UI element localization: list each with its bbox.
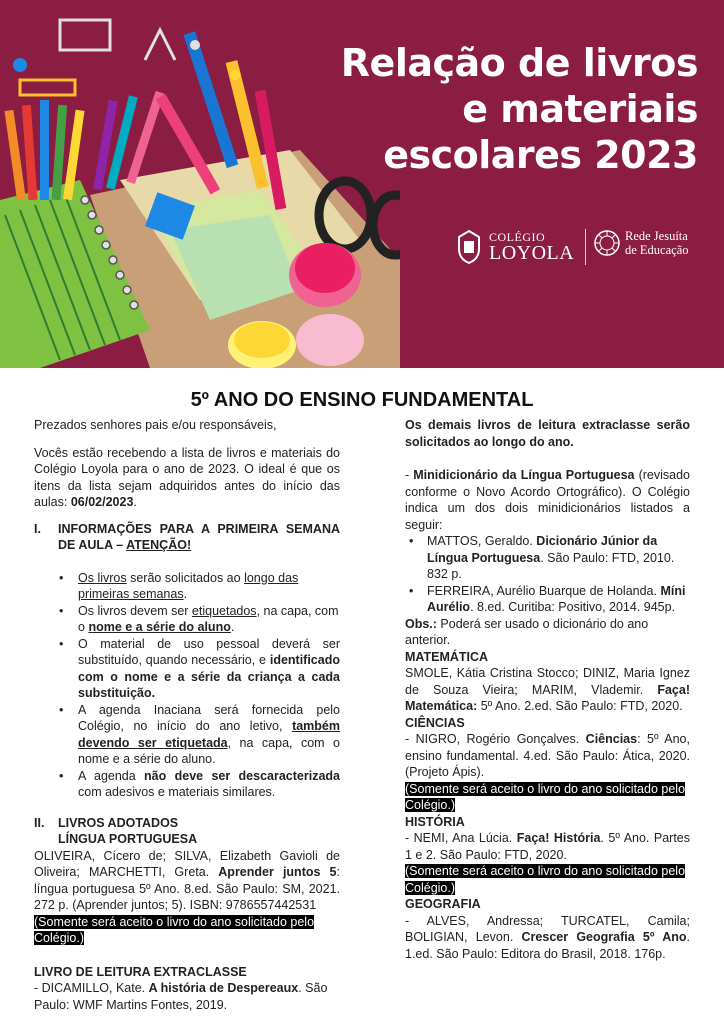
info-list bbox=[34, 570, 340, 801]
logo-rede-line: de Educação bbox=[625, 243, 689, 257]
other-books-note: Os demais livros de leitura extraclasse serão solicitados ao longo do ano. bbox=[405, 418, 690, 449]
ciencias-entry: - NIGRO, Rogério Gonçalves. Ciências: 5º Ano, ensino fundamental. 4.ed. São Paulo: Ática, 2020. (Projeto Ápis). bbox=[405, 732, 690, 779]
logos bbox=[455, 225, 710, 269]
colegio-loyola-logo bbox=[455, 225, 574, 269]
geografia-entry: - ALVES, Andressa; TURCATEL, Camila; BOLIGIAN, Levon. Crescer Geografia 5º Ano. 1.ed. São Paulo: Editora do Brasil, 2018. 176p. bbox=[405, 913, 690, 961]
banner-title-line: Relação de livros bbox=[340, 41, 698, 85]
banner-title-line: escolares 2023 bbox=[383, 133, 698, 177]
list-item: • FERREIRA, Aurélio Buarque de Holanda. Míni Aurélio. 8.ed. Curitiba: Positivo, 2014. 945p. bbox=[405, 583, 690, 616]
section-2-heading bbox=[34, 815, 340, 848]
banner-title bbox=[341, 40, 698, 178]
greeting: Prezados senhores pais e/ou responsáveis, bbox=[34, 418, 277, 432]
section-1-heading: I. INFORMAÇÕES PARA A PRIMEIRA SEMANA DE AULA – ATENÇÃO! bbox=[34, 521, 340, 552]
section-title: LIVROS ADOTADOS bbox=[58, 815, 179, 830]
leitura-entry: - DICAMILLO, Kate. A história de Despereaux. São Paulo: WMF Martins Fontes, 2019. bbox=[34, 981, 328, 1012]
banner-title-line: e materiais bbox=[462, 87, 698, 131]
note: (Somente será aceito o livro do ano solicitado pelo Colégio.) bbox=[34, 914, 315, 945]
dictionary-list bbox=[405, 533, 690, 616]
note: (Somente será aceito o livro do ano solicitado pelo Colégio.) bbox=[405, 864, 686, 895]
lingua-portuguesa-entry: OLIVEIRA, Cícero de; SILVA, Elizabeth Gavioli de Oliveira; MARCHETTI, Greta. Aprender juntos 5: língua portuguesa 5º Ano. 8.ed. São Paulo: SM, 2021. 272 p. (Aprender juntos; 5). ISBN: 9786557442531 bbox=[34, 848, 340, 912]
subject-title: HISTÓRIA bbox=[405, 814, 465, 829]
left-column bbox=[34, 417, 340, 1013]
subject-title: CIÊNCIAS bbox=[405, 715, 465, 730]
list-item: • A agenda não deve ser descaracterizada com adesivos e materiais similares. bbox=[34, 768, 340, 801]
page-heading: 5º ANO DO ENSINO FUNDAMENTAL bbox=[190, 389, 534, 411]
intro-paragraph: Vocês estão recebendo a lista de livros e materiais do Colégio Loyola para o ano de 2023. O ideal é que os itens da lista sejam adquiridos antes do início das aulas: 06/02/2023. bbox=[34, 445, 340, 509]
logo-divider bbox=[585, 229, 586, 265]
list-item: • Os livros serão solicitados ao longo das primeiras semanas. bbox=[34, 570, 340, 603]
obs-note: Obs.: Poderá ser usado o dicionário do ano anterior. bbox=[405, 616, 649, 647]
right-column bbox=[405, 417, 690, 962]
minidicionario-entry: - Minidicionário da Língua Portuguesa (revisado conforme o Novo Acordo Ortográfico). O Colégio indica um dos dois minidicionários listados a seguir: bbox=[405, 468, 690, 532]
list-item: • O material de uso pessoal deverá ser substituído, quando necessário, e identificado com o nome e a série da criança a cada substituição. bbox=[34, 636, 340, 702]
subject-title: LIVRO DE LEITURA EXTRACLASSE bbox=[34, 964, 247, 979]
list-item: • MATTOS, Geraldo. Dicionário Júnior da Língua Portuguesa. São Paulo: FTD, 2010. 832 p. bbox=[405, 533, 690, 583]
subject-title: MATEMÁTICA bbox=[405, 649, 489, 664]
intro-date: 06/02/2023 bbox=[70, 495, 134, 509]
list-item: • A agenda Inaciana será fornecida pelo Colégio, no início do ano letivo, também devendo ser etiquetada, na capa, com o nome e a série do aluno. bbox=[34, 702, 340, 768]
attention-label: ATENÇÃO! bbox=[126, 538, 192, 552]
logo-colegio-text: COLÉGIO bbox=[489, 230, 546, 244]
rede-jesuita-logo bbox=[593, 229, 689, 257]
seal-icon bbox=[593, 229, 621, 257]
logo-rede-line: Rede Jesuíta bbox=[625, 229, 688, 243]
note: (Somente será aceito o livro do ano solicitado pelo Colégio.) bbox=[405, 781, 686, 812]
crest-icon bbox=[455, 229, 483, 265]
section-number: II. bbox=[34, 815, 45, 830]
list-item: • Os livros devem ser etiquetados, na capa, com o nome e a série do aluno. bbox=[34, 603, 340, 636]
section-number: I. bbox=[34, 521, 41, 536]
logo-loyola-text: LOYOLA bbox=[489, 242, 575, 264]
subject-title: GEOGRAFIA bbox=[405, 897, 481, 911]
subject-title: LÍNGUA PORTUGUESA bbox=[58, 832, 198, 846]
historia-entry: - NEMI, Ana Lúcia. Faça! História. 5º Ano. Partes 1 e 2. São Paulo: FTD, 2020. bbox=[405, 831, 691, 862]
header-banner bbox=[0, 0, 724, 368]
matematica-entry: SMOLE, Kátia Cristina Stocco; DINIZ, Maria Ignez de Souza Vieira; MARIM, Vlademir. Faça! Matemática: 5º Ano. 2.ed. São Paulo: FTD, 2020. bbox=[405, 666, 690, 713]
